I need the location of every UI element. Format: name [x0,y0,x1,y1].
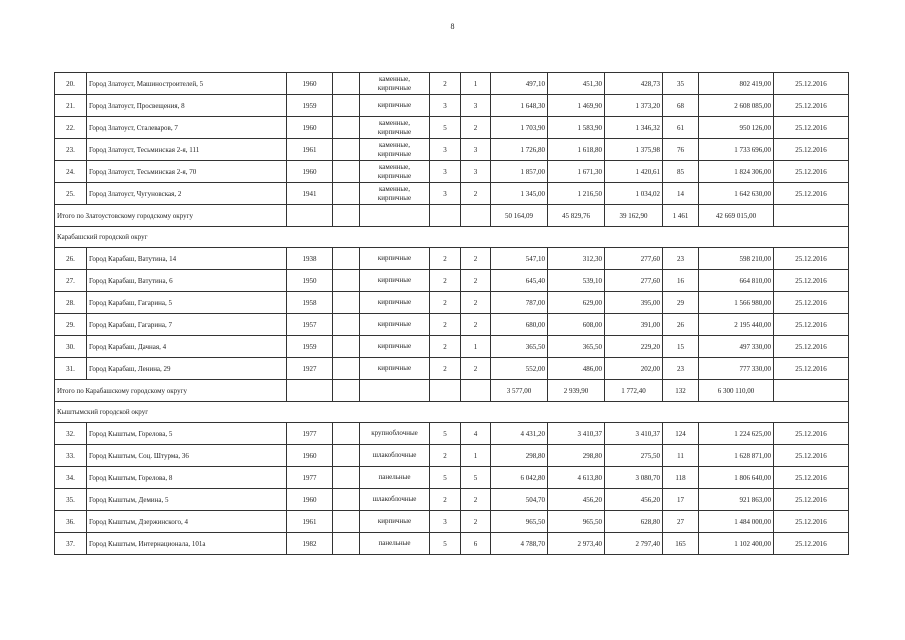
floors-cell: 2 [430,336,461,358]
residents-cell: 11 [663,445,699,467]
walls-cell: каменные, кирпичные [360,183,430,205]
address-cell: Город Карабаш, Ватутина, 6 [87,270,287,292]
date-cell: 25.12.2016 [774,95,849,117]
empty-cell [333,161,360,183]
table-row [55,467,849,489]
empty-cell [287,205,333,227]
row-number: 36. [55,511,87,533]
date-cell: 25.12.2016 [774,183,849,205]
year-cell: 1960 [287,445,333,467]
entrances-cell: 2 [461,358,491,380]
row-number: 33. [55,445,87,467]
area-living2-cell: 391,00 [605,314,663,336]
walls-cell: кирпичные [360,248,430,270]
area-living-cell: 456,20 [548,489,605,511]
area-living-cell: 1 618,80 [548,139,605,161]
entrances-cell: 3 [461,95,491,117]
floors-cell: 3 [430,139,461,161]
cost-cell: 950 126,00 [699,117,774,139]
entrances-cell: 4 [461,423,491,445]
table-row [55,248,849,270]
total-cost: 6 300 110,00 [699,380,774,402]
floors-cell: 2 [430,270,461,292]
area-living2-cell: 1 373,20 [605,95,663,117]
date-cell: 25.12.2016 [774,336,849,358]
year-cell: 1960 [287,161,333,183]
year-cell: 1958 [287,292,333,314]
area-living2-cell: 1 034,02 [605,183,663,205]
empty-cell [333,183,360,205]
residents-cell: 124 [663,423,699,445]
table-body [55,73,849,555]
area-living2-cell: 3 410,37 [605,423,663,445]
area-total-cell: 1 703,90 [491,117,548,139]
floors-cell: 5 [430,423,461,445]
area-total-cell: 552,00 [491,358,548,380]
residents-cell: 61 [663,117,699,139]
section-label: Карабашский городской округ [55,227,849,248]
date-cell: 25.12.2016 [774,292,849,314]
walls-cell: кирпичные [360,314,430,336]
area-total-cell: 680,00 [491,314,548,336]
address-cell: Город Карабаш, Дачная, 4 [87,336,287,358]
area-living2-cell: 277,60 [605,248,663,270]
area-living-cell: 4 613,80 [548,467,605,489]
cost-cell: 1 628 871,00 [699,445,774,467]
walls-cell: панельные [360,533,430,555]
total-row [55,205,849,227]
area-living2-cell: 229,20 [605,336,663,358]
area-total-cell: 1 857,00 [491,161,548,183]
year-cell: 1977 [287,467,333,489]
row-number: 35. [55,489,87,511]
walls-cell: кирпичные [360,511,430,533]
floors-cell: 3 [430,161,461,183]
cost-cell: 1 224 625,00 [699,423,774,445]
empty-cell [333,314,360,336]
housing-table [54,72,849,555]
empty-cell [774,205,849,227]
area-living2-cell: 1 375,98 [605,139,663,161]
area-total-cell: 365,50 [491,336,548,358]
table-row [55,533,849,555]
table-row [55,117,849,139]
total-area-total: 3 577,00 [491,380,548,402]
area-living-cell: 451,30 [548,73,605,95]
cost-cell: 1 806 640,00 [699,467,774,489]
cost-cell: 802 419,00 [699,73,774,95]
empty-cell [333,511,360,533]
residents-cell: 85 [663,161,699,183]
address-cell: Город Златоуст, Машиностроителей, 5 [87,73,287,95]
residents-cell: 118 [663,467,699,489]
table-row [55,445,849,467]
address-cell: Город Карабаш, Гагарина, 7 [87,314,287,336]
year-cell: 1982 [287,533,333,555]
total-area-living2: 39 162,90 [605,205,663,227]
empty-cell [333,467,360,489]
cost-cell: 921 863,00 [699,489,774,511]
row-number: 32. [55,423,87,445]
row-number: 22. [55,117,87,139]
area-living-cell: 298,80 [548,445,605,467]
total-label: Итого по Златоустовскому городскому округу [55,205,287,227]
walls-cell: каменные, кирпичные [360,161,430,183]
date-cell: 25.12.2016 [774,467,849,489]
floors-cell: 2 [430,314,461,336]
cost-cell: 1 102 400,00 [699,533,774,555]
address-cell: Город Златоуст, Чугуновская, 2 [87,183,287,205]
total-area-total: 50 164,09 [491,205,548,227]
area-living-cell: 1 671,30 [548,161,605,183]
year-cell: 1961 [287,511,333,533]
total-area-living2: 1 772,40 [605,380,663,402]
section-header-row [55,227,849,248]
walls-cell: каменные, кирпичные [360,139,430,161]
year-cell: 1927 [287,358,333,380]
area-living2-cell: 275,50 [605,445,663,467]
area-total-cell: 4 431,20 [491,423,548,445]
area-total-cell: 547,10 [491,248,548,270]
empty-cell [430,205,461,227]
empty-cell [333,380,360,402]
area-living-cell: 1 583,90 [548,117,605,139]
empty-cell [333,489,360,511]
date-cell: 25.12.2016 [774,533,849,555]
address-cell: Город Златоуст, Просвещения, 8 [87,95,287,117]
walls-cell: шлакоблочные [360,445,430,467]
entrances-cell: 1 [461,445,491,467]
table-row [55,489,849,511]
row-number: 31. [55,358,87,380]
row-number: 27. [55,270,87,292]
address-cell: Город Кыштым, Горелова, 8 [87,467,287,489]
floors-cell: 3 [430,183,461,205]
residents-cell: 23 [663,358,699,380]
row-number: 23. [55,139,87,161]
empty-cell [333,270,360,292]
table-row [55,139,849,161]
area-living2-cell: 1 420,61 [605,161,663,183]
empty-cell [333,73,360,95]
cost-cell: 497 330,00 [699,336,774,358]
floors-cell: 5 [430,533,461,555]
total-residents: 1 461 [663,205,699,227]
cost-cell: 2 608 085,00 [699,95,774,117]
entrances-cell: 1 [461,73,491,95]
total-row [55,380,849,402]
row-number: 30. [55,336,87,358]
entrances-cell: 2 [461,270,491,292]
address-cell: Город Кыштым, Интернационала, 101а [87,533,287,555]
cost-cell: 1 733 696,00 [699,139,774,161]
date-cell: 25.12.2016 [774,489,849,511]
date-cell: 25.12.2016 [774,248,849,270]
area-living2-cell: 277,60 [605,270,663,292]
address-cell: Город Карабаш, Ватутина, 14 [87,248,287,270]
date-cell: 25.12.2016 [774,73,849,95]
area-living2-cell: 456,20 [605,489,663,511]
empty-cell [774,380,849,402]
year-cell: 1941 [287,183,333,205]
area-living2-cell: 628,80 [605,511,663,533]
row-number: 25. [55,183,87,205]
empty-cell [333,292,360,314]
empty-cell [333,139,360,161]
empty-cell [333,205,360,227]
floors-cell: 2 [430,445,461,467]
area-total-cell: 1 648,30 [491,95,548,117]
residents-cell: 165 [663,533,699,555]
residents-cell: 27 [663,511,699,533]
empty-cell [461,380,491,402]
empty-cell [333,533,360,555]
row-number: 26. [55,248,87,270]
row-number: 29. [55,314,87,336]
floors-cell: 2 [430,292,461,314]
area-total-cell: 497,10 [491,73,548,95]
year-cell: 1977 [287,423,333,445]
total-area-living: 2 939,90 [548,380,605,402]
area-total-cell: 1 345,00 [491,183,548,205]
page-number: 8 [450,22,455,31]
area-living-cell: 1 216,50 [548,183,605,205]
date-cell: 25.12.2016 [774,358,849,380]
section-label: Кыштымский городской округ [55,402,849,423]
area-total-cell: 504,70 [491,489,548,511]
cost-cell: 777 330,00 [699,358,774,380]
empty-cell [333,445,360,467]
residents-cell: 15 [663,336,699,358]
area-living-cell: 3 410,37 [548,423,605,445]
address-cell: Город Кыштым, Дзержинского, 4 [87,511,287,533]
walls-cell: кирпичные [360,95,430,117]
area-living-cell: 1 469,90 [548,95,605,117]
entrances-cell: 6 [461,533,491,555]
row-number: 20. [55,73,87,95]
address-cell: Город Кыштым, Соц. Штурма, 36 [87,445,287,467]
total-area-living: 45 829,76 [548,205,605,227]
area-total-cell: 787,00 [491,292,548,314]
residents-cell: 26 [663,314,699,336]
date-cell: 25.12.2016 [774,270,849,292]
floors-cell: 5 [430,117,461,139]
area-total-cell: 1 726,80 [491,139,548,161]
empty-cell [461,205,491,227]
empty-cell [430,380,461,402]
cost-cell: 1 642 630,00 [699,183,774,205]
date-cell: 25.12.2016 [774,161,849,183]
area-living-cell: 486,00 [548,358,605,380]
address-cell: Город Карабаш, Ленина, 29 [87,358,287,380]
residents-cell: 68 [663,95,699,117]
area-living-cell: 965,50 [548,511,605,533]
empty-cell [333,117,360,139]
cost-cell: 1 484 000,00 [699,511,774,533]
entrances-cell: 3 [461,161,491,183]
date-cell: 25.12.2016 [774,423,849,445]
residents-cell: 76 [663,139,699,161]
total-label: Итого по Карабашскому городскому округу [55,380,287,402]
row-number: 21. [55,95,87,117]
floors-cell: 3 [430,511,461,533]
residents-cell: 17 [663,489,699,511]
section-header-row [55,402,849,423]
area-living-cell: 629,00 [548,292,605,314]
empty-cell [333,423,360,445]
table-row [55,161,849,183]
residents-cell: 35 [663,73,699,95]
table-row [55,95,849,117]
floors-cell: 2 [430,73,461,95]
floors-cell: 3 [430,95,461,117]
cost-cell: 2 195 440,00 [699,314,774,336]
walls-cell: кирпичные [360,336,430,358]
empty-cell [333,336,360,358]
table-row [55,511,849,533]
table-row [55,292,849,314]
walls-cell: кирпичные [360,270,430,292]
table-row [55,423,849,445]
area-total-cell: 6 042,80 [491,467,548,489]
entrances-cell: 2 [461,117,491,139]
walls-cell: каменные, кирпичные [360,73,430,95]
empty-cell [360,205,430,227]
area-living-cell: 539,10 [548,270,605,292]
residents-cell: 23 [663,248,699,270]
total-residents: 132 [663,380,699,402]
entrances-cell: 2 [461,489,491,511]
walls-cell: кирпичные [360,358,430,380]
table-row [55,314,849,336]
entrances-cell: 2 [461,314,491,336]
area-living-cell: 608,00 [548,314,605,336]
floors-cell: 2 [430,489,461,511]
year-cell: 1959 [287,95,333,117]
total-cost: 42 669 015,00 [699,205,774,227]
residents-cell: 29 [663,292,699,314]
year-cell: 1960 [287,117,333,139]
year-cell: 1960 [287,489,333,511]
empty-cell [333,248,360,270]
entrances-cell: 5 [461,467,491,489]
walls-cell: шлакоблочные [360,489,430,511]
entrances-cell: 2 [461,248,491,270]
row-number: 24. [55,161,87,183]
floors-cell: 2 [430,248,461,270]
walls-cell: панельные [360,467,430,489]
table-row [55,336,849,358]
floors-cell: 5 [430,467,461,489]
residents-cell: 16 [663,270,699,292]
area-living2-cell: 3 080,70 [605,467,663,489]
walls-cell: кирпичные [360,292,430,314]
table-row [55,73,849,95]
date-cell: 25.12.2016 [774,445,849,467]
address-cell: Город Карабаш, Гагарина, 5 [87,292,287,314]
table-row [55,270,849,292]
area-total-cell: 965,50 [491,511,548,533]
year-cell: 1957 [287,314,333,336]
cost-cell: 1 566 980,00 [699,292,774,314]
empty-cell [333,95,360,117]
year-cell: 1960 [287,73,333,95]
entrances-cell: 2 [461,292,491,314]
area-living2-cell: 2 797,40 [605,533,663,555]
area-total-cell: 298,80 [491,445,548,467]
residents-cell: 14 [663,183,699,205]
area-living-cell: 312,30 [548,248,605,270]
empty-cell [287,380,333,402]
year-cell: 1959 [287,336,333,358]
entrances-cell: 1 [461,336,491,358]
area-living-cell: 365,50 [548,336,605,358]
area-total-cell: 645,40 [491,270,548,292]
year-cell: 1938 [287,248,333,270]
entrances-cell: 2 [461,511,491,533]
entrances-cell: 2 [461,183,491,205]
area-living2-cell: 395,00 [605,292,663,314]
date-cell: 25.12.2016 [774,314,849,336]
floors-cell: 2 [430,358,461,380]
table-row [55,358,849,380]
entrances-cell: 3 [461,139,491,161]
table-row [55,183,849,205]
address-cell: Город Златоуст, Тесьминская 2-я, 70 [87,161,287,183]
address-cell: Город Златоуст, Тесьминская 2-я, 111 [87,139,287,161]
address-cell: Город Златоуст, Сталеваров, 7 [87,117,287,139]
area-living-cell: 2 973,40 [548,533,605,555]
year-cell: 1950 [287,270,333,292]
row-number: 34. [55,467,87,489]
walls-cell: крупноблочные [360,423,430,445]
row-number: 37. [55,533,87,555]
empty-cell [360,380,430,402]
walls-cell: каменные, кирпичные [360,117,430,139]
area-living2-cell: 1 346,32 [605,117,663,139]
date-cell: 25.12.2016 [774,117,849,139]
cost-cell: 598 210,00 [699,248,774,270]
area-total-cell: 4 788,70 [491,533,548,555]
date-cell: 25.12.2016 [774,139,849,161]
area-living2-cell: 428,73 [605,73,663,95]
cost-cell: 1 824 306,00 [699,161,774,183]
date-cell: 25.12.2016 [774,511,849,533]
row-number: 28. [55,292,87,314]
address-cell: Город Кыштым, Горелова, 5 [87,423,287,445]
cost-cell: 664 810,00 [699,270,774,292]
area-living2-cell: 202,00 [605,358,663,380]
empty-cell [333,358,360,380]
address-cell: Город Кыштым, Демина, 5 [87,489,287,511]
year-cell: 1961 [287,139,333,161]
